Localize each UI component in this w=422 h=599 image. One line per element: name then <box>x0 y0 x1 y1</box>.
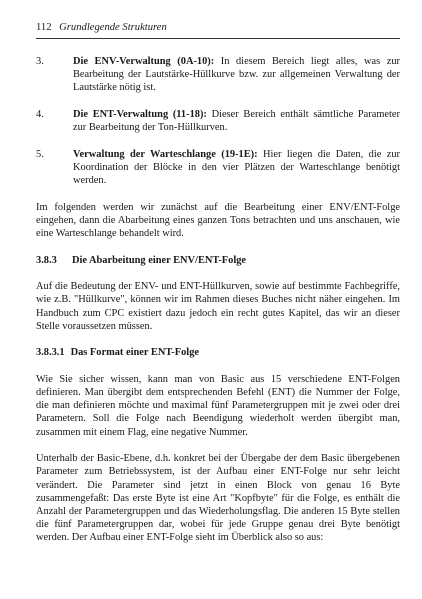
list-item <box>36 148 400 188</box>
section-title: Die Abarbeitung einer ENV/ENT-Folge <box>72 254 247 266</box>
list-item-number: 3. <box>36 56 44 67</box>
list-item-term: Die ENV-Verwaltung (0A-10): <box>73 56 215 67</box>
subsection-title: Das Format einer ENT-Folge <box>70 347 199 359</box>
subsection-paragraph: Wie Sie sicher wissen, kann man von Basic aus 15 verschiedene ENT-Folgen definieren. Man übergibt dem entsprechenden Befehl (ENT) die Nummer der Folge, die man definieren möchte und maximal fünf Parametergruppen mit je zwei oder drei Parametern. Soll die Folge nach Beendigung wiederholt werden übergibt man, zusammen mit einem Flag, eine negative Nummer. <box>36 373 400 438</box>
intro-paragraph: Im folgenden werden wir zunächst auf die Bearbeitung einer ENV/ENT-Folge eingehen, dann die Abarbeitung eines ganzen Tons betrachten und uns anschauen, wie eine Warteschlange behandelt wird. <box>36 201 400 240</box>
subsection-number: 3.8.3.1 <box>36 347 65 359</box>
list-item-number: 4. <box>36 109 44 120</box>
subsection-heading <box>36 346 400 359</box>
running-title: Grundlegende Strukturen <box>59 22 167 33</box>
subsection-paragraph: Unterhalb der Basic-Ebene, d.h. konkret bei der Übergabe der dem Basic übergebenen Parameter zum Betriebssystem, ist der Aufbau einer ENT-Folge nur sehr leicht verändert. Die Parameter sind jetzt in einen Block von genau 16 Byte zusammengefaßt: Das erste Byte ist eine Art "Kopfbyte" für die Folge, es enthält die Anzahl der Parametergruppen und das Wiederholungsflag. Die anderen 15 Byte stellen die fünf Parametergruppen dar, wobei für jede Gruppe genau drei Byte benötigt werden. Der Aufbau einer ENT-Folge sieht im Überblick also so aus: <box>36 453 400 544</box>
header-rule <box>36 38 400 39</box>
list-item-description: Hier liegen die Daten, die zur Koordination der Blöcke in den vier Plätzen der Warteschlange benötigt werden. <box>73 148 401 187</box>
section-number: 3.8.3 <box>36 254 57 266</box>
page-number: 112 <box>36 22 52 33</box>
section-paragraph: Auf die Bedeutung der ENV- und ENT-Hüllkurven, sowie auf bestimmte Fachbegriffe, wie z.B. "Hüllkurve", können wir im Rahmen dieses Buches nicht näher eingehen. Im Handbuch zum CPC existiert dazu jedoch ein recht gutes Kapitel, das wir an dieser Stelle voraussetzen müssen. <box>36 281 400 332</box>
list-item-text <box>73 108 400 134</box>
list-item-number: 5. <box>36 148 44 160</box>
section-heading <box>36 254 400 267</box>
list-item-term: Verwaltung der Warteschlange (19-1E): <box>73 148 258 160</box>
page-header <box>36 22 167 33</box>
list-item <box>36 108 400 134</box>
list-item-description: In diesem Bereich liegt alles, was zur Bearbeitung der Lautstärke-Hüllkurve bzw. zur allgemeinen Verwaltung der Lautstärke nötig ist. <box>73 56 400 94</box>
list-item-description: Dieser Bereich enthält sämtliche Parameter zur Bearbeitung der Ton-Hüllkurven. <box>73 109 400 134</box>
list-item <box>36 55 400 95</box>
list-item-text <box>73 55 400 95</box>
page-body <box>36 55 400 558</box>
list-item-text <box>73 148 400 188</box>
list-item-term: Die ENT-Verwaltung (11-18): <box>73 109 207 120</box>
